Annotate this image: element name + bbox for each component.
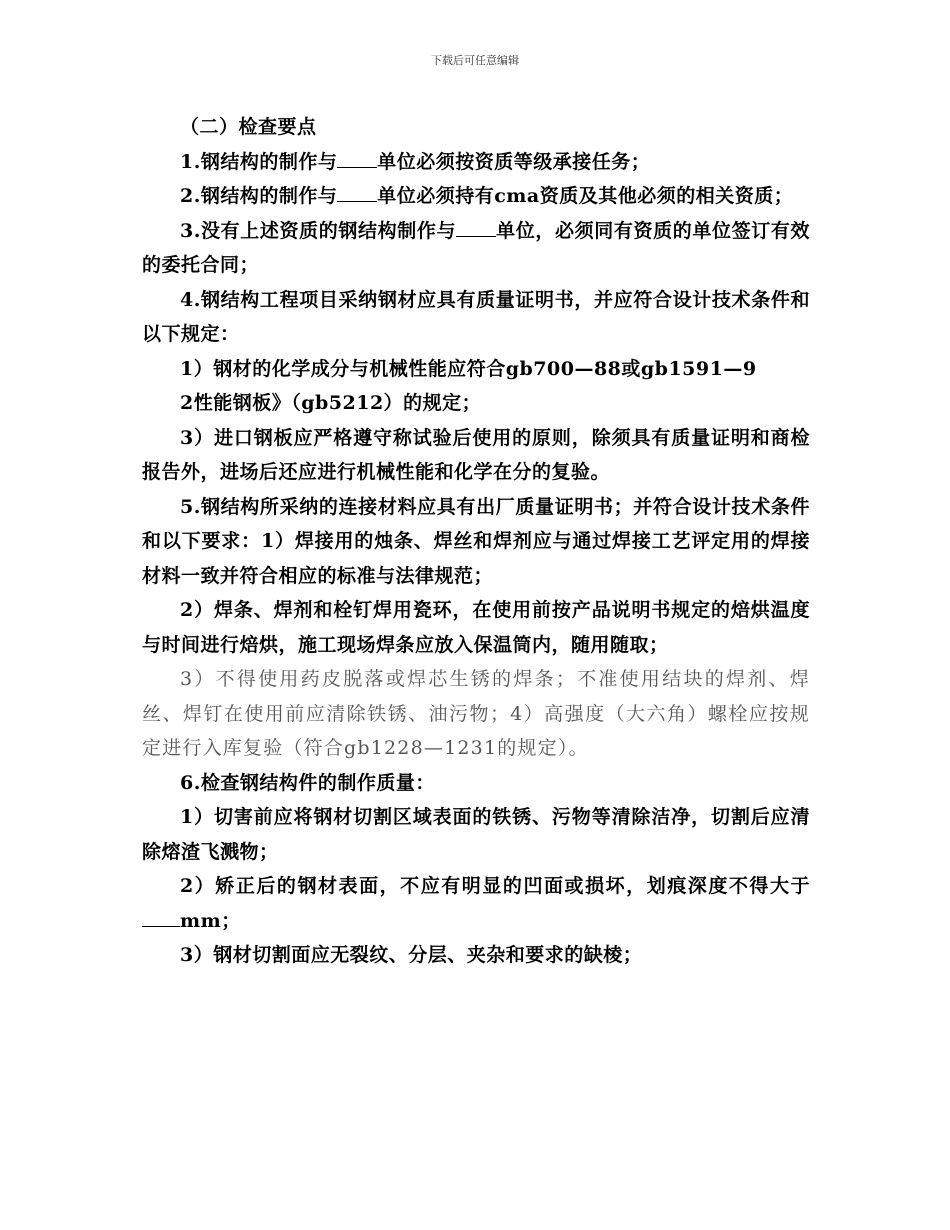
document-body	[142, 110, 810, 973]
paragraph-item-5: 5.钢结构所采纳的连接材料应具有出厂质量证明书；并符合设计技术条件和以下要求：1）焊接用的烛条、焊丝和焊剂应与通过焊接工艺评定用的焊接材料一致并符合相应的标准与法律规范；	[142, 495, 810, 587]
section-heading: （二）检查要点	[180, 116, 317, 138]
paragraph-item-1: 1.钢结构的制作与 单位必须按资质等级承接任务；	[142, 145, 810, 180]
paragraph-item-2: 2.钢结构的制作与 单位必须持有cma资质及其他必须的相关资质；	[142, 179, 810, 214]
page-header: 下载后可任意编辑	[431, 54, 519, 67]
paragraph-item-4-3: 3）进口钢板应严格遵守称试验后使用的原则，除须具有质量证明和商检报告外，进场后还应进行机械性能和化学在分的复验。	[142, 426, 810, 483]
paragraph-item-5-3: 3）不得使用药皮脱落或焊芯生锈的焊条；不准使用结块的焊剂、焊丝、焊钉在使用前应清除铁锈、油污物；4）高强度（大六角）螺栓应按规定进行入库复验（符合gb1228—1231的规定）。	[142, 668, 810, 759]
paragraph-item-4-1: 1）钢材的化学成分与机械性能应符合gb700—88或gb1591—9	[180, 357, 757, 380]
paragraph-item-5-2: 2）焊条、焊剂和栓钉焊用瓷环，在使用前按产品说明书规定的焙烘温度与时间进行焙烘，施工现场焊条应放入保温筒内，随用随取；	[142, 599, 810, 656]
paragraph-item-6-3: 3）钢材切割面应无裂纹、分层、夹杂和要求的缺棱；	[180, 944, 643, 966]
paragraph-item-3: 3.没有上述资质的钢结构制作与 单位，必须同有资质的单位签订有效的委托合同；	[142, 214, 810, 283]
paragraph-item-4: 4.钢结构工程项目采纳钢材应具有质量证明书，并应符合设计技术条件和以下规定：	[142, 288, 810, 345]
fill-blank	[337, 182, 377, 202]
fill-blank	[142, 907, 180, 927]
fill-blank	[337, 148, 377, 168]
paragraph-item-6-1: 1）切害前应将钢材切割区域表面的铁锈、污物等清除洁净，切割后应清除熔渣飞溅物；	[142, 806, 810, 863]
paragraph-item-6: 6.检查钢结构件的制作质量：	[180, 771, 435, 794]
fill-blank	[456, 217, 496, 237]
paragraph-item-4-1-cont: 2性能钢板》（gb5212）的规定；	[180, 392, 482, 414]
paragraph-item-6-2: 2）矫正后的钢材表面，不应有明显的凹面或损坏，划痕深度不得大于mm；	[142, 869, 810, 938]
